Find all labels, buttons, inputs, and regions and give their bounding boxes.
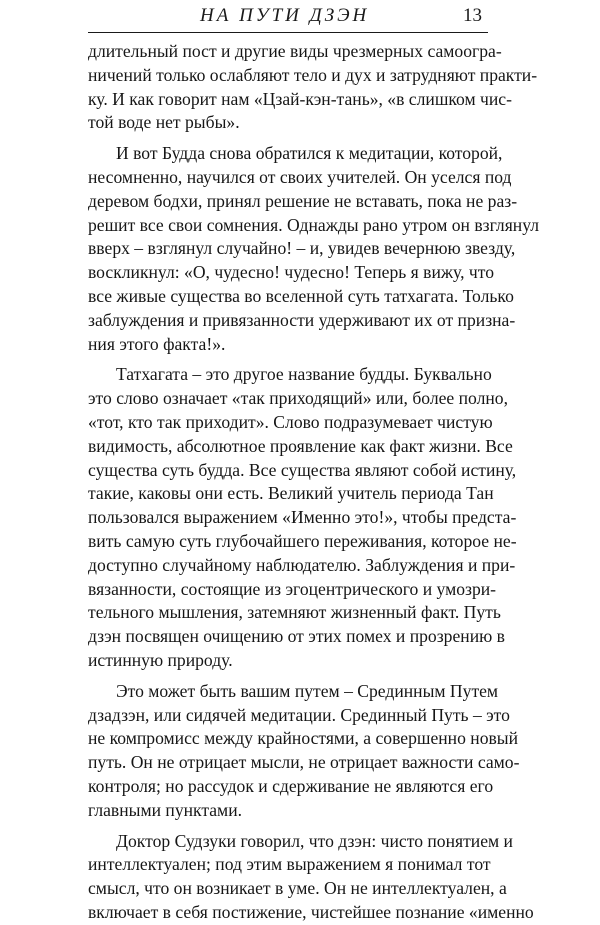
paragraph: [88, 40, 538, 135]
text-line: деревом бодхи, принял решение не вставать, пока не раз-: [88, 190, 518, 211]
text-line: длительный пост и другие виды чрезмерных самоогра-: [88, 41, 502, 61]
running-header-title: НА ПУТИ ДЗЭН: [200, 5, 370, 26]
text-line: вязанности, состоящие из эгоцентрического и умозри-: [88, 578, 497, 599]
text-line: ничений только ослабляют тело и дух и затрудняют практи-: [88, 64, 538, 85]
text-line: И вот Будда снова обратился к медитации, которой,: [116, 143, 503, 164]
text-line: путь. Он не отрицает мысли, не отрицает важности само-: [88, 752, 520, 773]
running-header: [88, 2, 488, 33]
text-line: «тот, кто так приходит». Слово подразумевает чистую: [88, 411, 493, 432]
paragraph: [88, 142, 540, 356]
page-number: 13: [463, 5, 482, 26]
text-line: вверх – взглянул случайно! – и, увидев вечернюю звезду,: [88, 238, 516, 259]
text-line: той воде нет рыбы».: [88, 112, 240, 133]
text-line: решит все свои сомнения. Однажды рано утром он взглянул: [88, 214, 540, 235]
text-line: воскликнул: «О, чудесно! чудесно! Теперь я вижу, что: [88, 262, 494, 283]
text-line: видимость, абсолютное проявление как факт жизни. Все: [88, 435, 513, 456]
text-line: дзэн посвящен очищению от этих помех и прозрению в: [88, 626, 505, 647]
text-line: такие, каковы они есть. Великий учитель периода Тан: [88, 483, 494, 504]
paragraph: [88, 363, 517, 672]
paragraph: [88, 680, 520, 823]
text-line: контроля; но рассудок и сдерживание не являются его: [88, 775, 494, 796]
text-line: истинную природу.: [88, 649, 233, 670]
text-line: главными пунктами.: [88, 799, 243, 820]
text-line: дзадзэн, или сидячей медитации. Срединный Путь – это: [88, 704, 510, 725]
paragraph: [88, 830, 534, 925]
text-line: это слово означает «так приходящий» или, более полно,: [88, 388, 508, 409]
text-line: Доктор Судзуки говорил, что дзэн: чисто понятием и: [116, 830, 513, 851]
text-line: не компромисс между крайностями, а совершенно новый: [88, 728, 519, 749]
text-line: существа суть будда. Все существа являют собой истину,: [88, 459, 517, 480]
text-line: интеллектуален; под этим выражением я понимал тот: [88, 854, 491, 875]
text-line: доступно случайному наблюдателю. Заблуждения и при-: [88, 554, 516, 575]
text-line: вить самую суть глубочайшего переживания, которое не-: [88, 530, 517, 551]
text-line: несомненно, научился от своих учителей. Он уселся под: [88, 166, 512, 187]
text-line: пользовался выражением «Именно это!», чтобы предста-: [88, 507, 517, 528]
text-line: Это может быть вашим путем – Срединным Путем: [116, 680, 499, 701]
text-line: Татхагата – это другое название будды. Буквально: [116, 364, 492, 385]
text-line: включает в себя постижение, чистейшее познание «именно: [88, 901, 534, 922]
text-line: ку. И как говорит нам «Цзай-кэн-тань», «в слишком чис-: [88, 88, 512, 109]
text-line: смысл, что он возникает в уме. Он не интеллектуален, а: [88, 878, 507, 899]
text-line: заблуждения и привязанности удерживают их от призна-: [88, 309, 516, 330]
body-text: [88, 40, 540, 925]
text-line: ния этого факта!».: [88, 333, 226, 354]
text-line: все живые существа во вселенной суть татхагата. Только: [88, 285, 514, 306]
text-line: тельного мышления, затемняют жизненный факт. Путь: [88, 602, 501, 623]
